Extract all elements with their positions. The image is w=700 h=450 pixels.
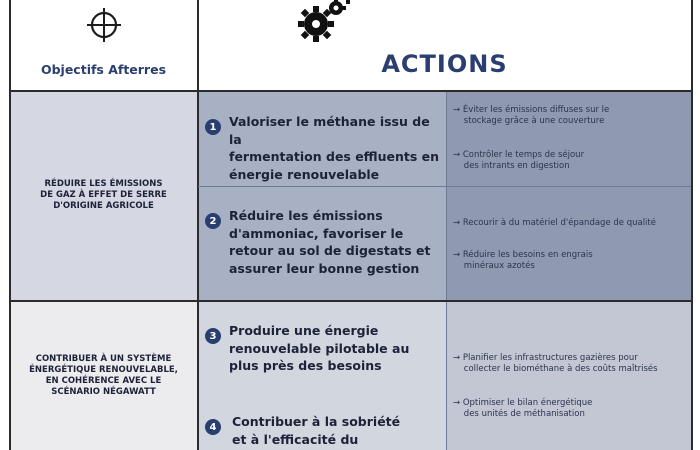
action-2-bullet-1: → Recourir à du matériel d'épandage de qualité <box>453 218 656 228</box>
action-number-badge-3: 3 <box>205 328 221 344</box>
actions-title: ACTIONS <box>381 50 508 78</box>
header-divider <box>9 90 692 92</box>
action-number-badge-2: 2 <box>205 213 221 229</box>
target-icon <box>84 6 124 44</box>
objective-cell-2 <box>10 301 197 450</box>
action-3-bullet-2: → Optimiser le bilan énergétique des unités de méthanisation <box>453 398 593 419</box>
table-border-right <box>691 0 693 450</box>
column-divider-details <box>446 91 447 450</box>
action-number-badge-1: 1 <box>205 119 221 135</box>
action-text-2: Réduire les émissions d'ammoniac, favoriser le retour au sol de digestats et assurer leur bonne gestion <box>229 208 431 276</box>
action-number-badge-4: 4 <box>205 419 221 435</box>
action-3-bullet-1: → Planifier les infrastructures gazières pour collecter le biométhane à des coûts maîtrisés <box>453 353 658 374</box>
actions-header <box>198 0 691 90</box>
action-details-3 <box>446 301 691 450</box>
action-1-bullet-1: → Éviter les émissions diffuses sur le stockage grâce à une couverture <box>453 105 610 126</box>
objective-label-1: RÉDUIRE LES ÉMISSIONS DE GAZ À EFFET DE SERRE D'ORIGINE AGRICOLE <box>40 179 167 211</box>
action-2-bullet-2: → Réduire les besoins en engrais minéraux azotés <box>453 250 593 271</box>
objective-label-2: CONTRIBUER À UN SYSTÈME ÉNERGÉTIQUE RENOUVELABLE, EN COHÉRENCE AVEC LE SCÉNARIO NÉGAWATT <box>29 353 178 397</box>
objectives-header <box>10 0 197 90</box>
gears-icon <box>294 0 356 42</box>
action-text-4: Contribuer à la sobriété et à l'efficacité du <box>232 414 401 447</box>
action-cell-1 <box>198 91 446 186</box>
objective-cell-1 <box>10 91 197 300</box>
action-1-bullet-2: → Contrôler le temps de séjour des intrants en digestion <box>453 150 585 171</box>
column-divider-main <box>197 0 199 450</box>
action-cell-2 <box>198 186 446 300</box>
action-cell-3 <box>198 301 446 450</box>
action-text-1: Valoriser le méthane issu de la fermentation des effluents en énergie renouvelable <box>229 114 440 182</box>
row-divider-actions <box>198 186 691 187</box>
table-border-left <box>9 0 11 450</box>
action-details-1 <box>446 91 691 186</box>
action-details-2 <box>446 186 691 300</box>
action-text-3: Produire une énergie renouvelable pilotable au plus près des besoins <box>229 323 410 373</box>
objectives-title: Objectifs Afterres <box>40 62 167 77</box>
row-divider-objectives <box>9 300 692 302</box>
